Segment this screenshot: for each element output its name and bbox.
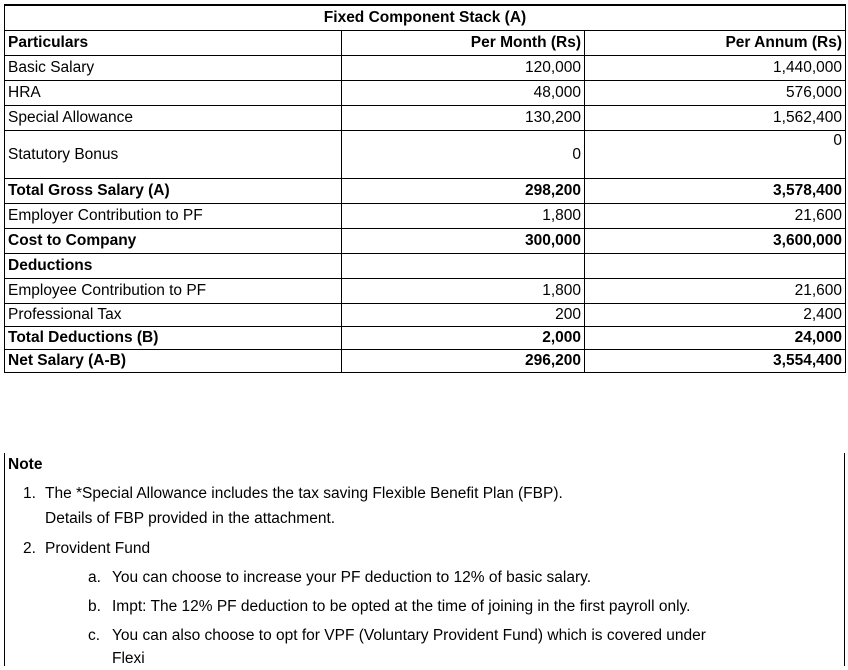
row-per-month: 300,000 — [342, 229, 585, 254]
row-label: HRA — [5, 81, 342, 106]
row-label: Employer Contribution to PF — [5, 204, 342, 229]
header-row — [5, 31, 846, 56]
row-label: Deductions — [5, 254, 342, 279]
table-row — [5, 229, 846, 254]
table-title-row — [5, 5, 846, 31]
header-per-month: Per Month (Rs) — [342, 31, 585, 56]
row-per-annum: 576,000 — [585, 81, 846, 106]
note-subitem-marker: b. — [88, 598, 101, 615]
row-per-annum: 24,000 — [585, 327, 846, 350]
table-row — [5, 254, 846, 279]
table-row — [5, 179, 846, 204]
row-label: Total Gross Salary (A) — [5, 179, 342, 204]
header-per-annum: Per Annum (Rs) — [585, 31, 846, 56]
note-subitem-marker: c. — [88, 627, 101, 644]
note-item-text: Details of FBP provided in the attachment. — [45, 510, 336, 527]
row-per-month: 1,800 — [342, 204, 585, 229]
row-per-month — [342, 254, 585, 279]
row-per-month: 130,200 — [342, 106, 585, 131]
table-row — [5, 131, 846, 179]
table-row — [5, 106, 846, 131]
row-per-month: 120,000 — [342, 56, 585, 81]
row-label: Employee Contribution to PF — [5, 279, 342, 304]
table-row — [5, 56, 846, 81]
note-heading: Note — [8, 456, 43, 473]
table-row — [5, 327, 846, 350]
note-subitem-marker: a. — [88, 569, 101, 586]
row-per-annum: 21,600 — [585, 279, 846, 304]
note-subitem-text: You can choose to increase your PF deduction to 12% of basic salary. — [112, 569, 592, 586]
row-per-month: 200 — [342, 304, 585, 327]
table-row — [5, 350, 846, 373]
row-label: Total Deductions (B) — [5, 327, 342, 350]
row-per-month: 296,200 — [342, 350, 585, 373]
row-per-month: 298,200 — [342, 179, 585, 204]
row-per-annum: 1,440,000 — [585, 56, 846, 81]
row-per-annum: 3,600,000 — [585, 229, 846, 254]
note-item-text: Provident Fund — [45, 540, 151, 557]
row-label: Professional Tax — [5, 304, 342, 327]
row-per-annum: 0 — [585, 131, 846, 179]
note-item-marker: 2. — [23, 540, 36, 557]
row-per-month: 2,000 — [342, 327, 585, 350]
row-per-annum: 1,562,400 — [585, 106, 846, 131]
table-title: Fixed Component Stack (A) — [5, 5, 846, 31]
note-subitem-text: You can also choose to opt for VPF (Voluntary Provident Fund) which is covered under — [112, 627, 706, 644]
table-row — [5, 81, 846, 106]
row-per-month: 1,800 — [342, 279, 585, 304]
note-item-text: The *Special Allowance includes the tax saving Flexible Benefit Plan (FBP). — [45, 485, 563, 502]
table-row — [5, 204, 846, 229]
row-label: Net Salary (A-B) — [5, 350, 342, 373]
row-per-annum: 21,600 — [585, 204, 846, 229]
note-subitem-text: Impt: The 12% PF deduction to be opted at the time of joining in the first payroll only. — [112, 598, 691, 615]
row-per-annum: 3,578,400 — [585, 179, 846, 204]
header-particulars: Particulars — [5, 31, 342, 56]
row-label: Special Allowance — [5, 106, 342, 131]
row-label: Basic Salary — [5, 56, 342, 81]
row-per-month: 0 — [342, 131, 585, 179]
table-row — [5, 304, 846, 327]
ctc-table — [4, 4, 846, 373]
note-item-marker: 1. — [23, 485, 36, 502]
row-label: Statutory Bonus — [5, 131, 342, 179]
note-subitem-text: Flexi — [112, 650, 145, 667]
row-label: Cost to Company — [5, 229, 342, 254]
row-per-month: 48,000 — [342, 81, 585, 106]
row-per-annum: 2,400 — [585, 304, 846, 327]
row-per-annum — [585, 254, 846, 279]
table-row — [5, 279, 846, 304]
note-section — [4, 453, 845, 666]
row-per-annum: 3,554,400 — [585, 350, 846, 373]
